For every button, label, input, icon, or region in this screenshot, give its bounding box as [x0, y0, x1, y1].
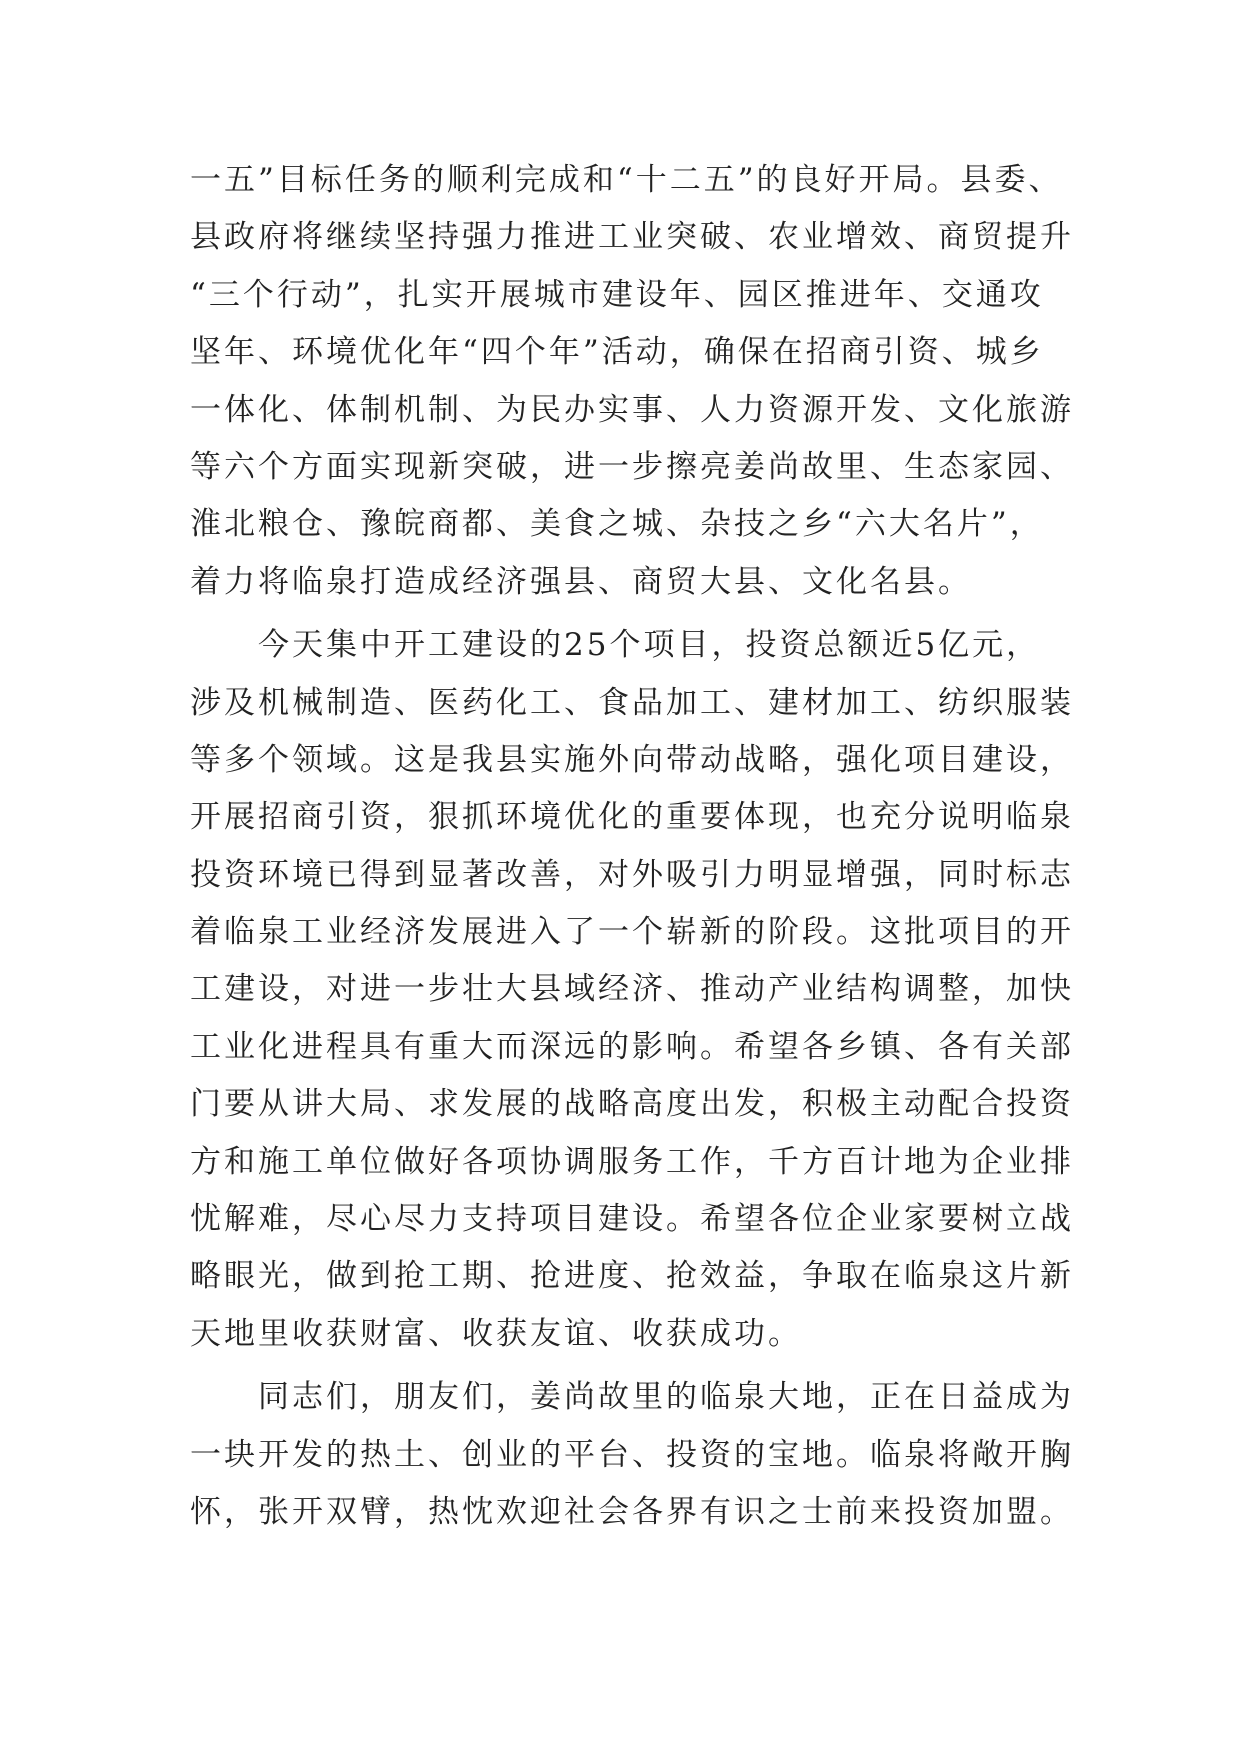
- text-line: 投资环境已得到显著改善，对外吸引力明显增强，同时标志: [190, 856, 1074, 893]
- text-line: 一块开发的热土、创业的平台、投资的宝地。临泉将敞开胸: [190, 1436, 1074, 1473]
- text-line: 涉及机械制造、医药化工、食品加工、建材加工、纺织服装: [190, 684, 1074, 721]
- text-line: 着力将临泉打造成经济强县、商贸大县、文化名县。: [190, 563, 972, 600]
- text-line: 今天集中开工建设的25个项目，投资总额近5亿元，: [190, 627, 1041, 664]
- text-line: 县政府将继续坚持强力推进工业突破、农业增效、商贸提升: [190, 219, 1074, 256]
- text-line: 工业化进程具有重大而深远的影响。希望各乡镇、各有关部: [190, 1028, 1074, 1065]
- text-line: 一体化、体制机制、为民办实事、人力资源开发、文化旅游: [190, 391, 1074, 428]
- text-line: 门要从讲大局、求发展的战略高度出发，积极主动配合投资: [190, 1086, 1074, 1123]
- paragraph-2: [190, 617, 1074, 1363]
- text-line: 工建设，对进一步壮大县域经济、推动产业结构调整，加快: [190, 971, 1074, 1008]
- paragraph-1: [190, 152, 1074, 611]
- text-line: 坚年、环境优化年“四个年”活动，确保在招商引资、城乡: [190, 334, 1044, 371]
- paragraph-3: [190, 1369, 1074, 1541]
- text-line: 着临泉工业经济发展进入了一个崭新的阶段。这批项目的开: [190, 914, 1074, 951]
- text-line: 方和施工单位做好各项协调服务工作，千方百计地为企业排: [190, 1143, 1074, 1180]
- text-line: 忧解难，尽心尽力支持项目建设。希望各位企业家要树立战: [190, 1201, 1074, 1238]
- text-line: “三个行动”，扎实开展城市建设年、园区推进年、交通攻: [190, 276, 1044, 313]
- text-line: 等多个领域。这是我县实施外向带动战略，强化项目建设，: [190, 741, 1074, 778]
- text-line: 淮北粮仓、豫皖商都、美食之城、杂技之乡“六大名片”，: [190, 506, 1044, 543]
- body-text: [190, 152, 1074, 1541]
- text-line: 同志们，朋友们，姜尚故里的临泉大地，正在日益成为: [190, 1379, 1074, 1416]
- text-line: 开展招商引资，狠抓环境优化的重要体现，也充分说明临泉: [190, 799, 1074, 836]
- text-line: 一五”目标任务的顺利完成和“十二五”的良好开局。县委、: [190, 162, 1063, 198]
- text-line: 天地里收获财富、收获友谊、收获成功。: [190, 1315, 802, 1352]
- text-line: 等六个方面实现新突破，进一步擦亮姜尚故里、生态家园、: [190, 448, 1074, 485]
- text-line: 略眼光，做到抢工期、抢进度、抢效益，争取在临泉这片新: [190, 1258, 1074, 1295]
- text-line: 怀，张开双臂，热忱欢迎社会各界有识之士前来投资加盟。: [190, 1493, 1074, 1530]
